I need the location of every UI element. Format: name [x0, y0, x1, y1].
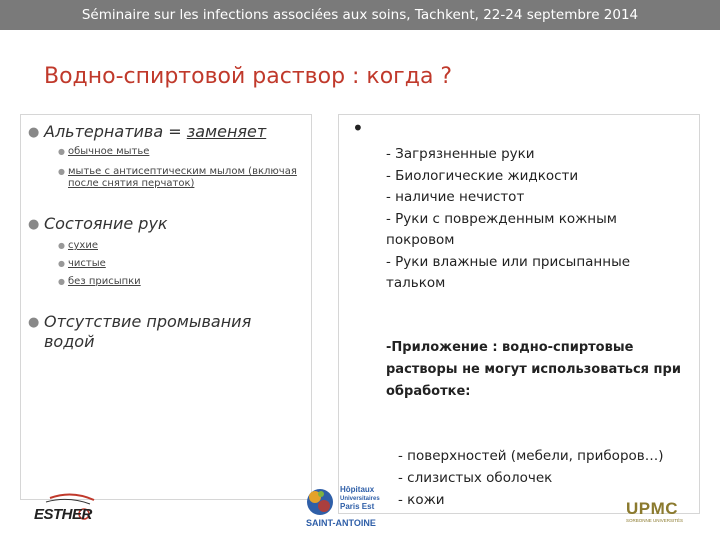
application-note: -Приложение : водно-спиртовые растворы не могут использоваться при обработке: — [386, 340, 681, 399]
bullet-dot-icon: ● — [28, 125, 40, 140]
sub-bullet-no-powder: ● без присыпки — [58, 276, 141, 287]
sub-bullet-dot-icon: ● — [58, 259, 65, 268]
bullet-dot-icon: ● — [28, 315, 40, 330]
sub-bullet-dry: ● сухие — [58, 240, 98, 251]
sub-bullet-dot-icon: ● — [58, 167, 65, 176]
header-banner: Séminaire sur les infections associées aux soins, Tachkent, 22-24 septembre 2014 — [0, 0, 720, 30]
sub-bullet-regular-wash: ● обычное мытье — [58, 146, 150, 157]
bullet-alternative — [28, 122, 266, 142]
esther-logo: ESTHER — [32, 488, 102, 528]
sub-bullet-antiseptic-wash: ● мытье с антисептическим мылом (включая после снятия перчаток) — [58, 166, 297, 189]
sub-bullet-clean: ● чистые — [58, 258, 106, 269]
upmc-logo: UPMC SORBONNE UNIVERSITÉS — [626, 499, 684, 523]
saint-antoine-logo: Hôpitaux Universitaires Paris Est SAINT-ANTOINE — [306, 485, 380, 528]
slide-title: Водно-спиртовой раствор : когда ? — [44, 64, 453, 89]
bullet-hand-condition: ● Состояние рук — [28, 214, 168, 233]
surfaces-list: - поверхностей (мебели, приборов…) - слизистых оболочек - кожи — [398, 448, 664, 508]
sub-bullet-dot-icon: ● — [58, 147, 65, 156]
right-bullet: • — [352, 116, 364, 140]
sub-bullet-dot-icon: ● — [58, 277, 65, 286]
bullet-dot-icon: ● — [28, 217, 40, 232]
indications-list: - Загрязненные руки - Биологические жидкости - наличие нечистот - Руки с поврежденным кожным покровом - Руки влажные или присыпанные тальком — [386, 146, 631, 291]
alternative-text: Альтернатива = заменяет — [44, 122, 267, 141]
sub-bullet-dot-icon: ● — [58, 241, 65, 250]
bullet-no-water-rinse: ● Отсутствие промывания водой — [28, 312, 252, 351]
